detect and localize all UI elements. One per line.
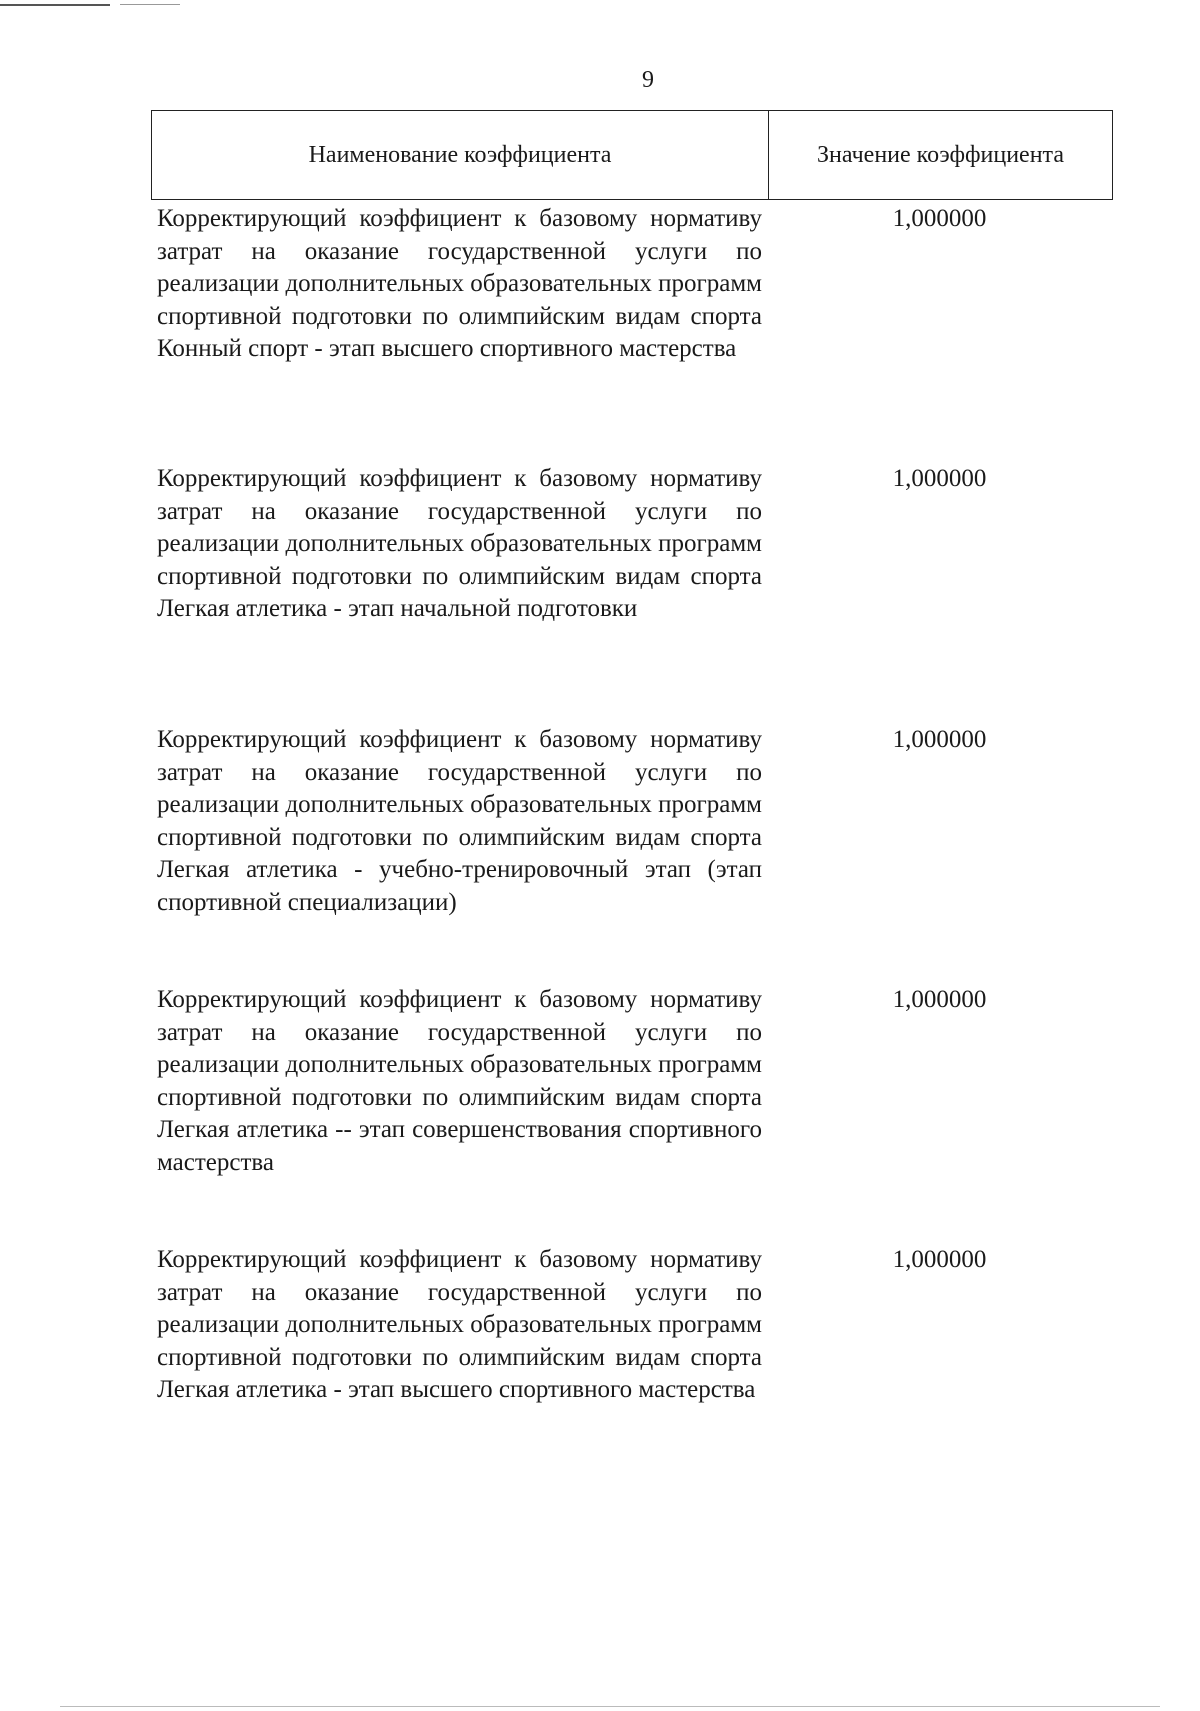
table-row bbox=[157, 203, 1113, 366]
coefficient-name: Корректирующий коэффициент к базовому нормативу затрат на оказание государственной услуги по реализации дополнительных образовательных программ спортивной подготовки по олимпийским видам спорта Легкая атлетика - этап высшего спортивного мастерства bbox=[157, 1246, 762, 1403]
coefficient-value: 1,000000 bbox=[892, 465, 987, 492]
coefficient-value: 1,000000 bbox=[892, 205, 987, 232]
coefficient-value: 1,000000 bbox=[892, 986, 987, 1013]
coefficient-name: Корректирующий коэффициент к базовому нормативу затрат на оказание государственной услуги по реализации дополнительных образовательных программ спортивной подготовки по олимпийским видам спорта Легкая атлетика - этап начальной подготовки bbox=[157, 465, 762, 622]
table-row bbox=[157, 1244, 1113, 1407]
table-row bbox=[157, 463, 1113, 626]
scan-artifact-top-dash bbox=[120, 4, 180, 5]
page-number: 9 bbox=[642, 67, 654, 93]
scan-artifact-bottom-line bbox=[60, 1706, 1160, 1707]
coefficient-name: Корректирующий коэффициент к базовому нормативу затрат на оказание государственной услуги по реализации дополнительных образовательных программ спортивной подготовки по олимпийским видам спорта Легкая атлетика -- этап совершенствования спортивного мастерства bbox=[157, 986, 762, 1176]
table-row bbox=[157, 984, 1113, 1179]
scan-artifact-top-line bbox=[0, 4, 110, 6]
coefficient-name: Корректирующий коэффициент к базовому нормативу затрат на оказание государственной услуги по реализации дополнительных образовательных программ спортивной подготовки по олимпийским видам спорта Конный спорт - этап высшего спортивного мастерства bbox=[157, 205, 762, 362]
table-header bbox=[151, 110, 1113, 200]
table-row bbox=[157, 724, 1113, 919]
coefficient-value: 1,000000 bbox=[892, 1246, 987, 1273]
column-header-value: Значение коэффициента bbox=[817, 142, 1064, 168]
column-header-name: Наименование коэффициента bbox=[152, 111, 769, 199]
coefficient-name: Корректирующий коэффициент к базовому нормативу затрат на оказание государственной услуги по реализации дополнительных образовательных программ спортивной подготовки по олимпийским видам спорта Легкая атлетика - учебно-тренировочный этап (этап спортивной специализации) bbox=[157, 726, 762, 916]
coefficient-value: 1,000000 bbox=[892, 726, 987, 753]
